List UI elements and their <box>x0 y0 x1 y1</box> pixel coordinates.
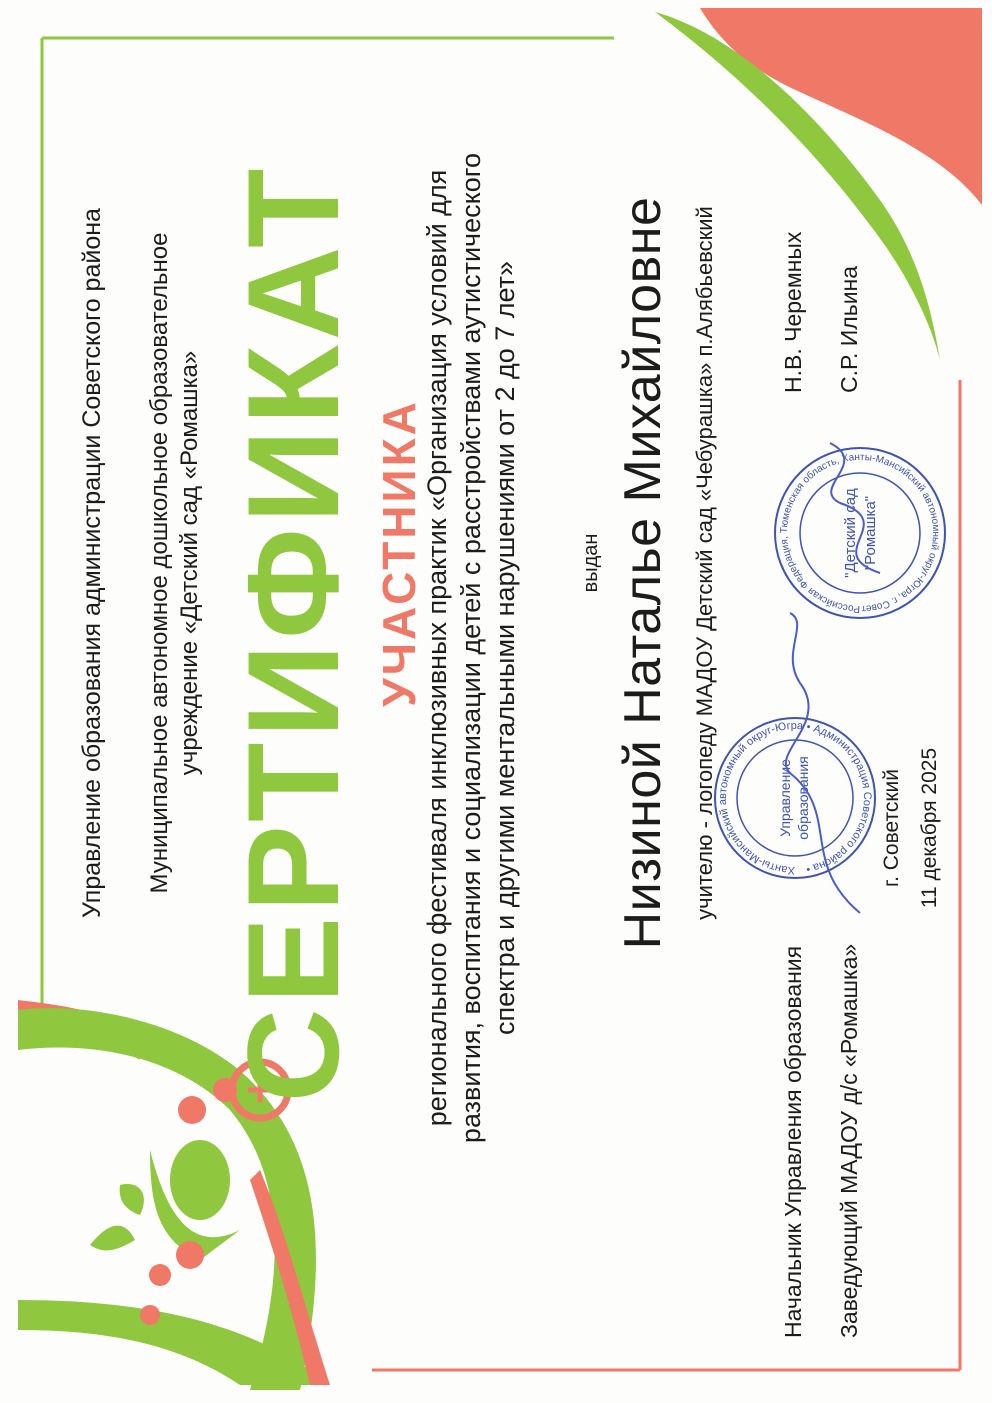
certificate-subtitle: УЧАСТНИКА <box>373 399 425 707</box>
institution-block <box>145 63 205 1063</box>
description-line-2: развития, воспитания и социализации детей с расстройствами аутистического <box>456 152 486 1144</box>
signature-1 <box>740 603 900 923</box>
stamp-right-line-2: "Ромашка" <box>862 495 879 571</box>
stamp-right-line-1: "Детский сад <box>842 488 859 578</box>
signatory-1-name: Н.В. Черемных <box>780 231 806 393</box>
stamp-left-ring-text: Ханты-Мансийский автономный округ-Югра • Администрация Советского района • <box>716 719 874 877</box>
recipient-position: учителю - логопеду МАДОУ Детский сад «Чебурашка» п.Алябьевский <box>692 206 717 920</box>
signatory-1-title: Начальник Управления образования <box>780 945 806 1338</box>
signatory-2-title: Заведующий МАДОУ д/с «Ромашка» <box>836 943 862 1338</box>
event-description <box>420 3 522 1293</box>
issue-date: 11 декабря 2025 <box>918 747 941 909</box>
institution-line-2: учреждение «Детский сад «Ромашка» <box>176 350 203 776</box>
recipient-name: Низиной Наталье Михайловне <box>614 196 672 950</box>
description-line-1: регионального фестиваля инклюзивных практик «Организация условий для <box>422 169 452 1127</box>
stamp-left-line-1: Управление <box>777 759 793 837</box>
signatory-2-name: С.Р. Ильина <box>836 265 862 393</box>
stamp-right-ring-text: Российская Федерация, Тюменская область, Ханты-Мансийский автономный округ-Югра, г. Совет <box>778 451 942 615</box>
organizer-line: Управление образования администрации Советского района <box>78 208 106 918</box>
description-line-3: спектра и другими ментальными нарушениями от 2 до 7 лет» <box>490 260 520 1036</box>
issued-label: выдан <box>580 533 602 593</box>
institution-line-1: Муниципальное автономное дошкольное образовательное <box>146 232 173 894</box>
stamp-left-line-2: образования <box>795 756 811 840</box>
certificate-title: СЕРТИФИКАТ <box>220 163 366 1103</box>
signature-2 <box>800 433 920 583</box>
issue-city: г. Советский <box>880 768 903 888</box>
